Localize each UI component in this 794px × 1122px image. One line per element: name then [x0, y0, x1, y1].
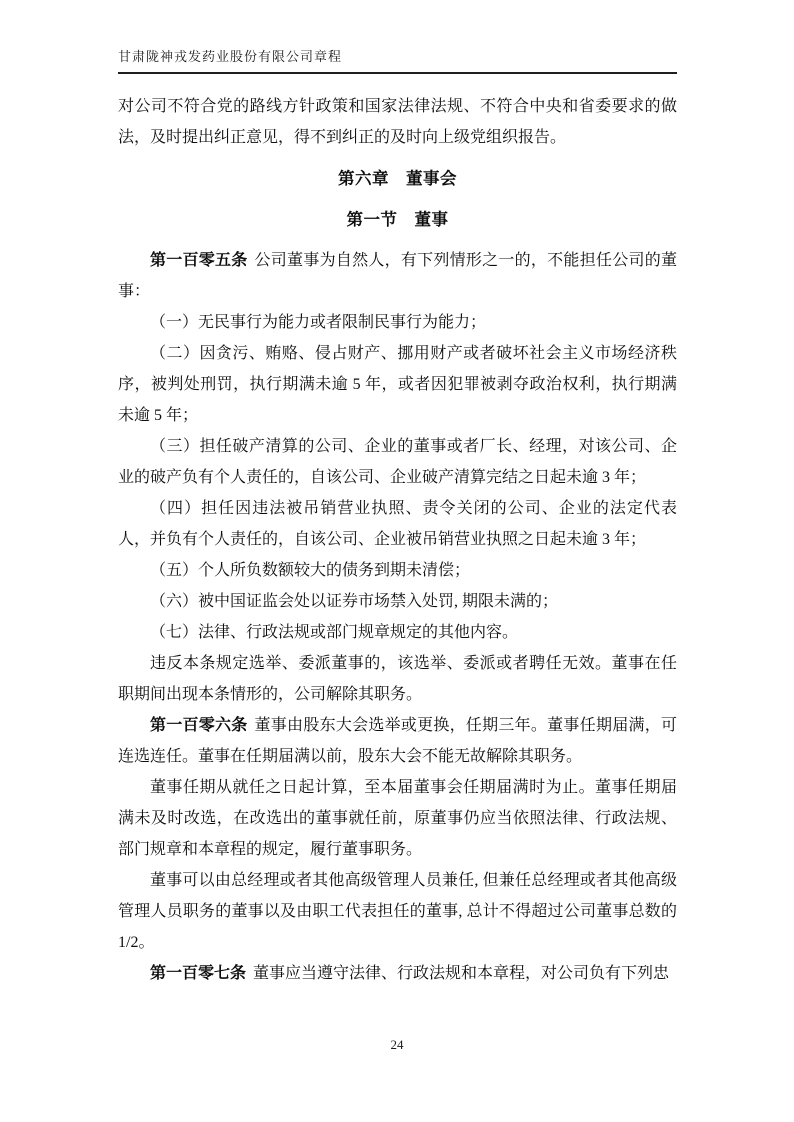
- paragraph: （一）无民事行为能力或者限制民事行为能力；: [150, 314, 487, 331]
- page-header: [118, 46, 677, 74]
- paragraph: （四）担任因违法被吊销营业执照、责令关闭的公司、企业的法定代表人，并负有个人责任的，自该公司、企业被吊销营业执照之日起未逾 3 年；: [118, 500, 677, 548]
- page-footer: [0, 1036, 794, 1054]
- article-paragraph: [118, 958, 677, 989]
- article-number: 第一百零五条: [150, 252, 248, 269]
- article-text: 董事应当遵守法律、行政法规和本章程，对公司负有下列忠: [253, 965, 670, 982]
- article-number: 第一百零六条: [150, 717, 248, 734]
- page-number: 24: [390, 1037, 404, 1052]
- article-paragraph: [118, 710, 677, 772]
- paragraph: （七）法律、行政法规或部门规章规定的其他内容。: [150, 624, 519, 641]
- article-number: 第一百零七条: [150, 965, 247, 982]
- document-body: [118, 91, 677, 989]
- article-text: 董事由股东大会选举或更换，任期三年。董事任期届满，可连选连任。董事在任期届满以前，股东大会不能无故解除其职务。: [118, 717, 677, 765]
- paragraph: 董事可以由总经理或者其他高级管理人员兼任, 但兼任总经理或者其他高级管理人员职务的董事以及由职工代表担任的董事, 总计不得超过公司董事总数的 1/2。: [118, 872, 677, 951]
- paragraph: （六）被中国证监会处以证券市场禁入处罚, 期限未满的；: [150, 593, 559, 610]
- paragraph: 违反本条规定选举、委派董事的，该选举、委派或者聘任无效。董事在任职期间出现本条情形的，公司解除其职务。: [118, 655, 677, 703]
- paragraph: 对公司不符合党的路线方针政策和国家法律法规、不符合中央和省委要求的做法，及时提出纠正意见，得不到纠正的及时向上级党组织报告。: [118, 98, 677, 146]
- paragraph: 董事任期从就任之日起计算，至本届董事会任期届满时为止。董事任期届满未及时改选，在改选出的董事就任前，原董事仍应当依照法律、行政法规、部门规章和本章程的规定，履行董事职务。: [118, 779, 677, 858]
- header-title: 甘肃陇神戎发药业股份有限公司章程: [118, 49, 343, 64]
- paragraph: （二）因贪污、贿赂、侵占财产、挪用财产或者破坏社会主义市场经济秩序，被判处刑罚，执行期满未逾 5 年，或者因犯罪被剥夺政治权利，执行期满未逾 5 年；: [118, 345, 677, 424]
- header-rule: [118, 72, 677, 74]
- article-text: 公司董事为自然人，有下列情形之一的，不能担任公司的董事：: [118, 252, 677, 300]
- section-heading: 第一节 董事: [346, 210, 449, 229]
- chapter-heading: 第六章 董事会: [338, 169, 457, 188]
- article-paragraph: [118, 245, 677, 307]
- paragraph: （五）个人所负数额较大的债务到期未清偿；: [150, 562, 471, 579]
- paragraph: （三）担任破产清算的公司、企业的董事或者厂长、经理，对该公司、企业的破产负有个人责任的，自该公司、企业破产清算完结之日起未逾 3 年；: [118, 438, 677, 486]
